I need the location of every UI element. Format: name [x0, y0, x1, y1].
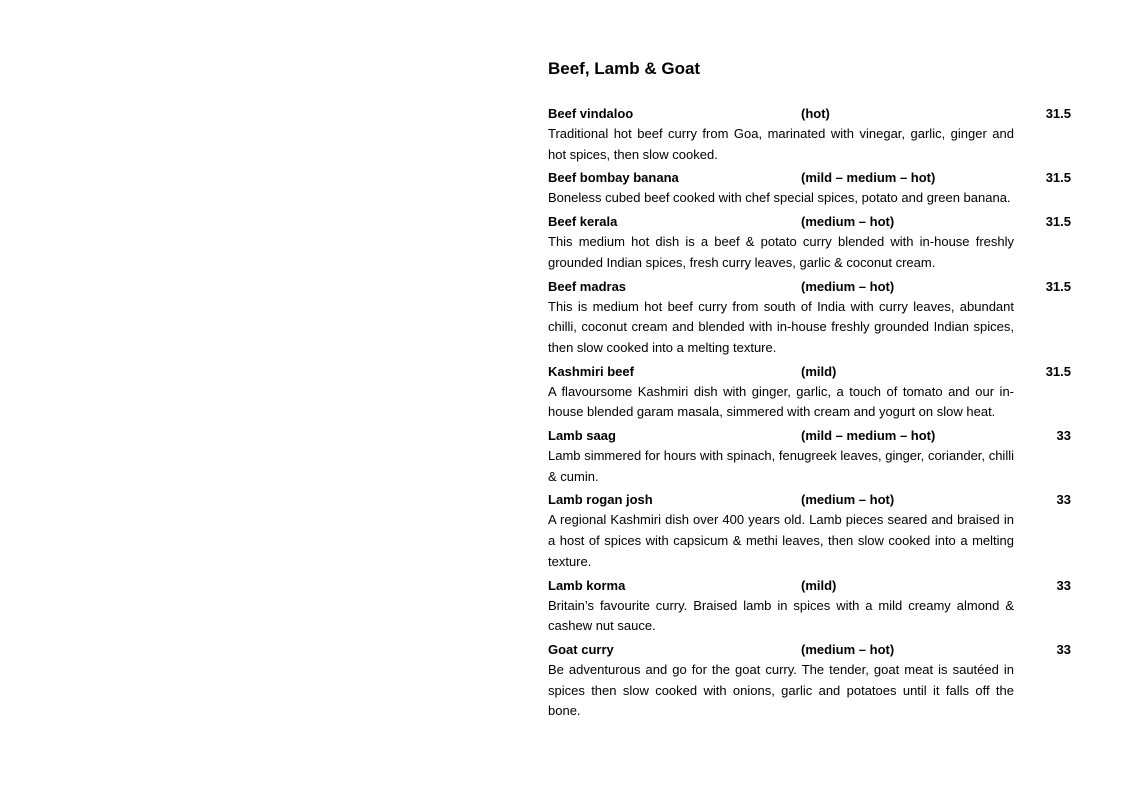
heat-level: (mild) [801, 577, 837, 593]
menu-item-header [548, 491, 1071, 509]
menu-item [548, 641, 1071, 722]
dish-price: 33 [1056, 492, 1071, 508]
dish-price: 33 [1056, 577, 1071, 593]
menu-item [548, 491, 1071, 572]
heat-level: (hot) [801, 106, 830, 121]
dish-price: 31.5 [1045, 278, 1071, 294]
menu-item [548, 577, 1071, 637]
heat-level: (medium – hot) [801, 492, 895, 508]
heat-level: (medium – hot) [801, 214, 895, 230]
dish-price: 31.5 [1045, 170, 1071, 186]
menu-item [548, 427, 1071, 487]
heat-level: (medium – hot) [801, 641, 895, 657]
dish-description: Britain’s favourite curry. Braised lamb in spices with a mild creamy almond & cashew nut sauce. [548, 597, 1014, 634]
menu-item-header [548, 641, 1071, 659]
menu-item-header [548, 105, 1071, 123]
dish-name: Beef vindaloo [548, 106, 634, 121]
heat-level: (mild – medium – hot) [801, 170, 936, 186]
menu-item [548, 363, 1071, 423]
dish-description: Boneless cubed beef cooked with chef special spices, potato and green banana. [548, 190, 1011, 206]
dish-name: Lamb rogan josh [548, 492, 653, 508]
dish-name: Kashmiri beef [548, 363, 634, 379]
menu-item-header [548, 278, 1071, 296]
menu-item-header [548, 169, 1071, 187]
dish-description: Be adventurous and go for the goat curry. The tender, goat meat is sautéed in spices then slow cooked with onions, garlic and potatoes until it falls off the bone. [548, 661, 1014, 719]
menu-item-header [548, 577, 1071, 595]
dish-name: Lamb saag [548, 428, 616, 444]
dish-name: Beef madras [548, 278, 627, 294]
dish-price: 31.5 [1045, 363, 1071, 379]
dish-description: This is medium hot beef curry from south of India with curry leaves, abundant chilli, coconut cream and blended with in-house freshly grounded Indian spices, then slow cooked into a melting texture. [548, 298, 1014, 355]
menu-item-header [548, 363, 1071, 381]
dish-name: Beef bombay banana [548, 170, 679, 186]
menu-item-header [548, 427, 1071, 445]
section-title: Beef, Lamb & Goat [548, 59, 701, 78]
dish-name: Beef kerala [548, 214, 618, 230]
dish-name: Goat curry [548, 641, 614, 657]
heat-level: (mild – medium – hot) [801, 428, 936, 444]
heat-level: (mild) [801, 363, 837, 379]
dish-description: Lamb simmered for hours with spinach, fenugreek leaves, ginger, coriander, chilli & cumin. [548, 448, 1014, 484]
dish-name: Lamb korma [548, 577, 626, 593]
dish-description: Traditional hot beef curry from Goa, marinated with vinegar, garlic, ginger and hot spices, then slow cooked. [548, 126, 1014, 162]
menu-page [548, 58, 1071, 726]
menu-item [548, 213, 1071, 273]
dish-description: This medium hot dish is a beef & potato curry blended with in-house freshly grounded Indian spices, fresh curry leaves, garlic & coconut cream. [548, 234, 1014, 270]
menu-item [548, 105, 1071, 165]
menu-item [548, 278, 1071, 359]
dish-price: 31.5 [1045, 214, 1071, 230]
heat-level: (medium – hot) [801, 278, 895, 294]
dish-description: A flavoursome Kashmiri dish with ginger, garlic, a touch of tomato and our in-house blended garam masala, simmered with cream and yogurt on slow heat. [548, 383, 1014, 420]
menu-item [548, 169, 1071, 209]
dish-price: 31.5 [1045, 106, 1071, 121]
dish-price: 33 [1056, 428, 1071, 444]
dish-price: 33 [1056, 641, 1071, 657]
dish-description: A regional Kashmiri dish over 400 years old. Lamb pieces seared and braised in a host of spices with capsicum & methi leaves, then slow cooked into a melting texture. [548, 512, 1014, 569]
menu-item-header [548, 213, 1071, 231]
